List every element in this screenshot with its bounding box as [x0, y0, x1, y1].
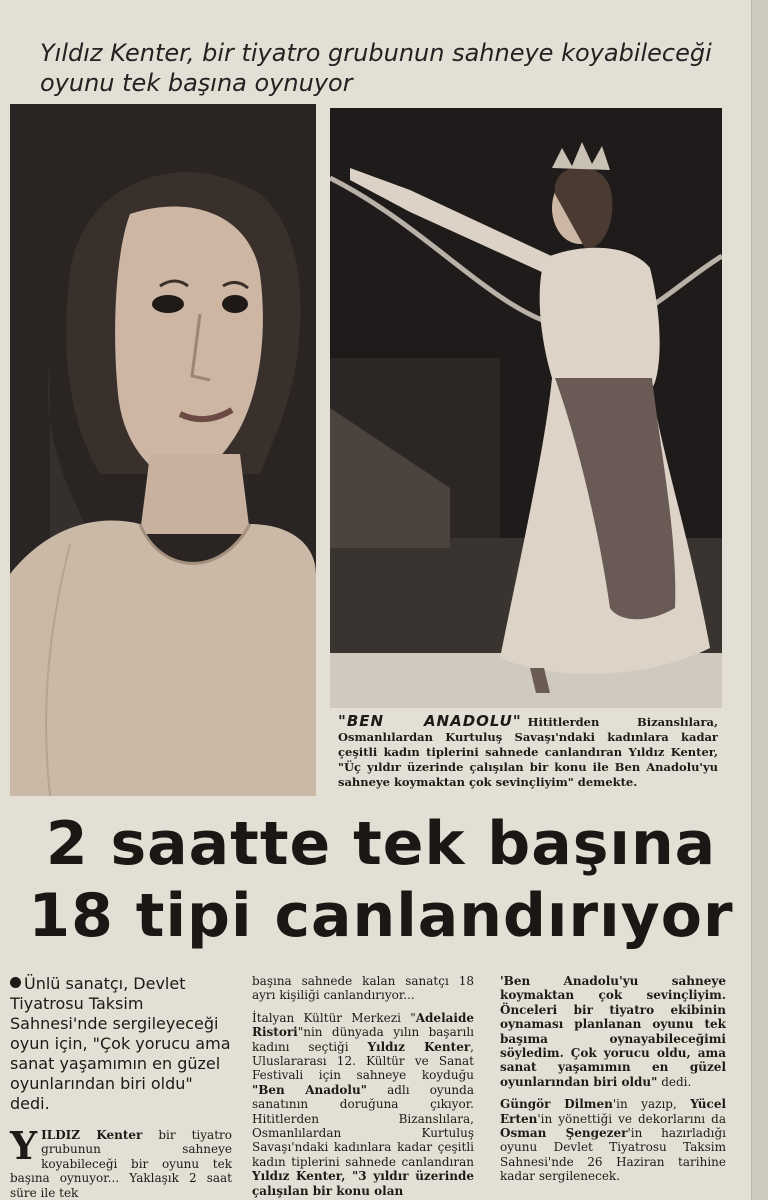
- caption-text: Hititlerden Bizanslılara, Osmanlılardan Kurtuluş Savaşı'ndaki kadınlara kadar çeşitli kadın tiplerini sahnede canlandıran Yıldız Kenter, "Üç yıldır üzerinde çalışılan bir konu ile Ben Anadolu'yu sahneye koymaktan çok sevinçliyim" demekte.: [338, 715, 718, 789]
- article-column-1: [10, 974, 232, 1200]
- drop-cap: Y: [10, 1123, 38, 1168]
- main-headline: [16, 808, 746, 952]
- body-paragraph: YILDIZ Kenter bir tiyatro grubunun sahneye koyabileceği bir oyunu tek başına oynuyor... Yaklaşık 2 saat süre ile tek: [10, 1123, 232, 1200]
- kicker-headline: Yıldız Kenter, bir tiyatro grubunun sahneye koyabileceği oyunu tek başına oynuyor: [40, 39, 712, 97]
- body-paragraph: Güngör Dilmen'in yazıp, Yücel Erten'in yönettiği ve dekorlarını da Osman Şengezer'in hazırladığı oyunu Devlet Tiyatrosu Taksim Sahnesi'nde 26 Haziran tarihine kadar sergilenecek.: [500, 1097, 727, 1184]
- subject-name: ILDIZ Kenter: [41, 1128, 143, 1142]
- body-paragraph: İtalyan Kültür Merkezi "Adelaide Ristori"nin dünyada yılın başarılı kadını seçtiği Yıldız Kenter, Uluslararası 12. Kültür ve Sanat Festivali için sahneye koyduğu "Ben Anadolu" adlı oyunda sanatının doruğuna çıkıyor. Hititlerden Bizanslılara, Osmanlılardan Kurtuluş Savaşı'ndaki kadınlara kadar çeşitli kadın tiplerini sahnede canlandıran Yıldız Kenter, "3 yıldır üzerinde çalışılan bir konu olan: [252, 1010, 474, 1198]
- page-edge: [751, 0, 768, 1200]
- body-paragraph: başına sahnede kalan sanatçı 18 ayrı kişiliği canlandırıyor...: [252, 974, 474, 1003]
- article-column-2: [252, 974, 474, 1198]
- headline-line-1: 2 saatte tek başına: [45, 809, 717, 879]
- photo-caption: [338, 714, 718, 790]
- bullet-icon: [10, 977, 21, 988]
- portrait-photo: [10, 104, 316, 796]
- article-column-3: [500, 974, 726, 1184]
- headline-line-2: 18 tipi canlandırıyor: [28, 881, 734, 951]
- caption-title: "BEN ANADOLU": [338, 712, 522, 730]
- stage-photo: [330, 108, 722, 708]
- lead-paragraph: Ünlü sanatçı, Devlet Tiyatrosu Taksim Sahnesi'nde sergileyeceği oyun için, "Çok yorucu ama sanat yaşamımın en güzel oyunlarından biri oldu" dedi.: [10, 974, 231, 1113]
- body-paragraph: 'Ben Anadolu'yu sahneye koymaktan çok sevinçliyim. Önceleri bir tiyatro ekibinin oynaması planlanan oyunu tek başıma oynayabileceğimi söyledim. Çok yorucu oldu, ama sanat yaşamımın en güzel oyunlarından biri oldu" dedi.: [500, 974, 726, 1089]
